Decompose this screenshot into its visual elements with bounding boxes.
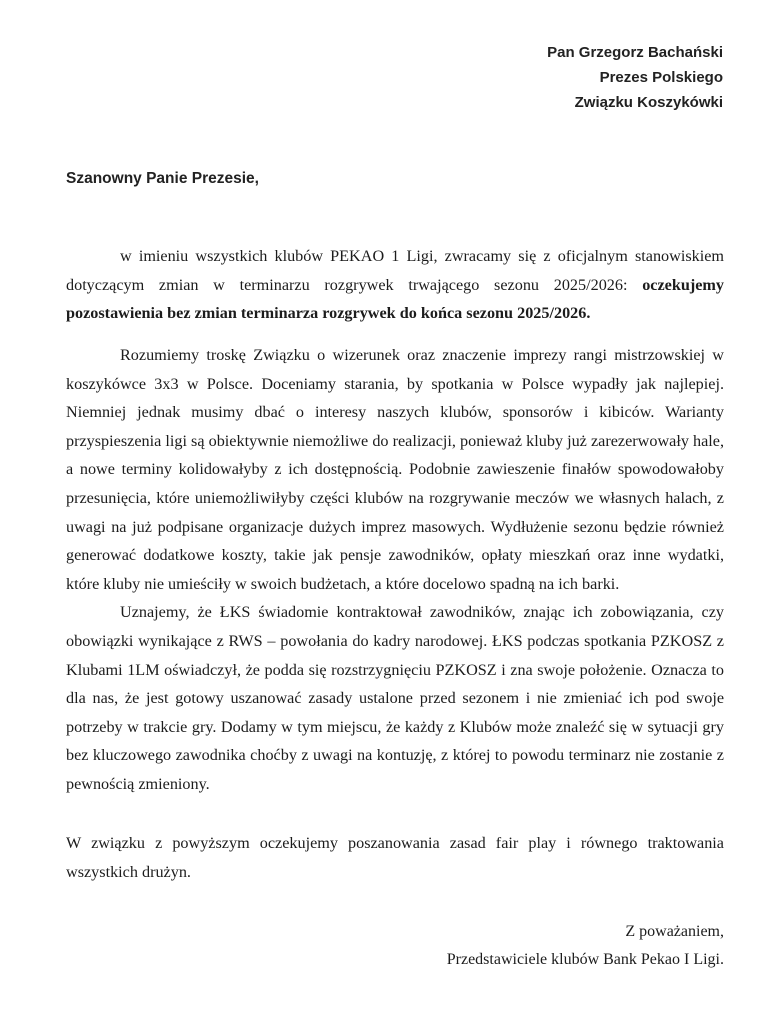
addressee-organization: Związku Koszykówki — [574, 94, 723, 111]
paragraph-concerns: Rozumiemy troskę Związku o wizerunek oraz znaczenie imprezy rangi mistrzowskiej w koszykówce 3x3 w Polsce. Doceniamy starania, by spotkania w Polsce wypadły jak najlepiej. Niemniej jednak musimy dbać o interesy naszych klubów, sponsorów i kibiców. Warianty przyspieszenia ligi są obiektywnie niemożliwe do realizacji, ponieważ kluby już zarezerwowały hale, a nowe terminy kolidowałyby z ich dostępnością. Podobnie zawieszenie finałów spowodowałoby przesunięcia, które uniemożliwiłyby części klubów na rozgrywanie meczów we własnych halach, z uwagi na już podpisane organizacje dużych imprez masowych. Wydłużenie sezonu będzie również generować dodatkowe koszty, takie jak pensje zawodników, opłaty mieszkań oraz inne wydatki, które kluby nie umieściły w swoich budżetach, a które docelowo spadną na ich barki. — [66, 346, 724, 593]
addressee-name: Pan Grzegorz Bachański — [547, 44, 723, 61]
addressee-title: Prezes Polskiego — [599, 69, 723, 86]
salutation: Szanowny Panie Prezesie, — [66, 170, 259, 187]
closing-signature: Przedstawiciele klubów Bank Pekao I Ligi. — [446, 951, 724, 968]
closing-regards: Z poważaniem, — [625, 923, 724, 940]
closing-block — [447, 918, 724, 974]
intro-bold-demand: oczekujemy pozostawienia bez zmian terminarza rozgrywek do końca sezonu 2025/2026. — [66, 275, 724, 323]
paragraph-intro — [66, 242, 724, 328]
addressee-block — [547, 40, 723, 115]
paragraph-group-main — [66, 341, 724, 799]
paragraph-lks: Uznajemy, że ŁKS świadomie kontraktował zawodników, znając ich zobowiązania, czy obowiązki wynikające z RWS – powołania do kadry narodowej. ŁKS podczas spotkania PZKOSZ z Klubami 1LM oświadczył, że podda się rozstrzygnięciu PZKOSZ i zna swoje położenie. Oznacza to dla nas, że jest gotowy uszanować zasady ustalone przed sezonem i nie zmieniać ich pod swoje potrzeby w trakcie gry. Dodamy w tym miejscu, że każdy z Klubów może znaleźć się w sytuacji gry bez kluczowego zawodnika choćby z uwagi na kontuzję, z której to powodu terminarz nie zostanie z pewnością zmieniony. — [66, 603, 724, 793]
paragraph-conclusion-block — [66, 829, 724, 886]
intro-text: w imieniu wszystkich klubów PEKAO 1 Ligi, zwracamy się z oficjalnym stanowiskiem dotyczącym zmian w terminarzu rozgrywek trwającego sezonu 2025/2026: — [66, 247, 724, 294]
paragraph-conclusion: W związku z powyższym oczekujemy poszanowania zasad fair play i równego traktowania wszystkich drużyn. — [66, 834, 724, 881]
